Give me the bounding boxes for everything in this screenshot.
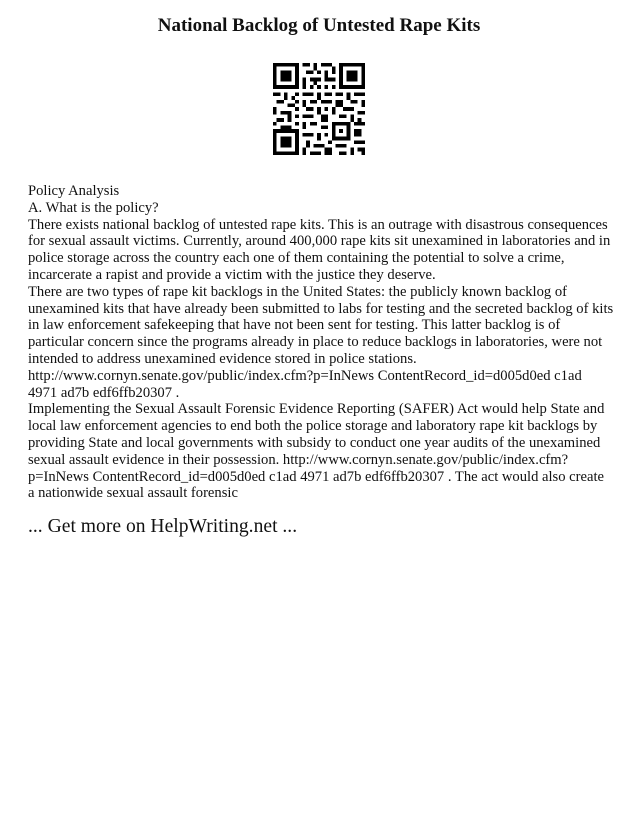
document-title: National Backlog of Untested Rape Kits <box>157 15 481 36</box>
source-url: http://www.cornyn.senate.gov/public/index.cfm?p=InNews ContentRecord_id=d005d0ed c1ad 4971 ad7b edf6ffb20307 . <box>28 367 582 401</box>
document-body <box>28 183 614 502</box>
section-question: A. What is the policy? <box>28 199 159 216</box>
section-label: Policy Analysis <box>28 183 120 199</box>
paragraph: Implementing the Sexual Assault Forensic Evidence Reporting (SAFER) Act would help State and local law enforcement agencies to end both the police storage and laboratory rape kit backlogs by providing State and local governments with subsidy to conduct one year audits of the unexamined sexual assault evidence in their possession. http://www.cornyn.senate.gov/public/index.cfm?p=InNews ContentRecord_id=d005d0ed c1ad 4971 ad7b edf6ffb20307 . The act would also create a nationwide sexual assault forensic <box>28 401 605 502</box>
paragraph: There are two types of rape kit backlogs in the United States: the publicly known backlog of unexamined kits that have already been submitted to labs for testing and the secreted backlog of kits in law enforcement safekeeping that have not been sent for testing. This latter backlog is of particular concern since the programs already in place to reduce backlogs in laboratories, were not intended to address unexamined evidence stored in police stations. <box>28 283 614 367</box>
qr-code-icon <box>273 63 365 155</box>
paragraph: There exists national backlog of untested rape kits. This is an outrage with disastrous consequences for sexual assault victims. Currently, around 400,000 rape kits sit unexamined in laboratories and in police storage across the country each one of them containing the potential to solve a crime, incarcerate a rapist and provide a victim with the justice they deserve. <box>28 216 611 283</box>
get-more-link[interactable]: ... Get more on HelpWriting.net ... <box>28 516 298 537</box>
